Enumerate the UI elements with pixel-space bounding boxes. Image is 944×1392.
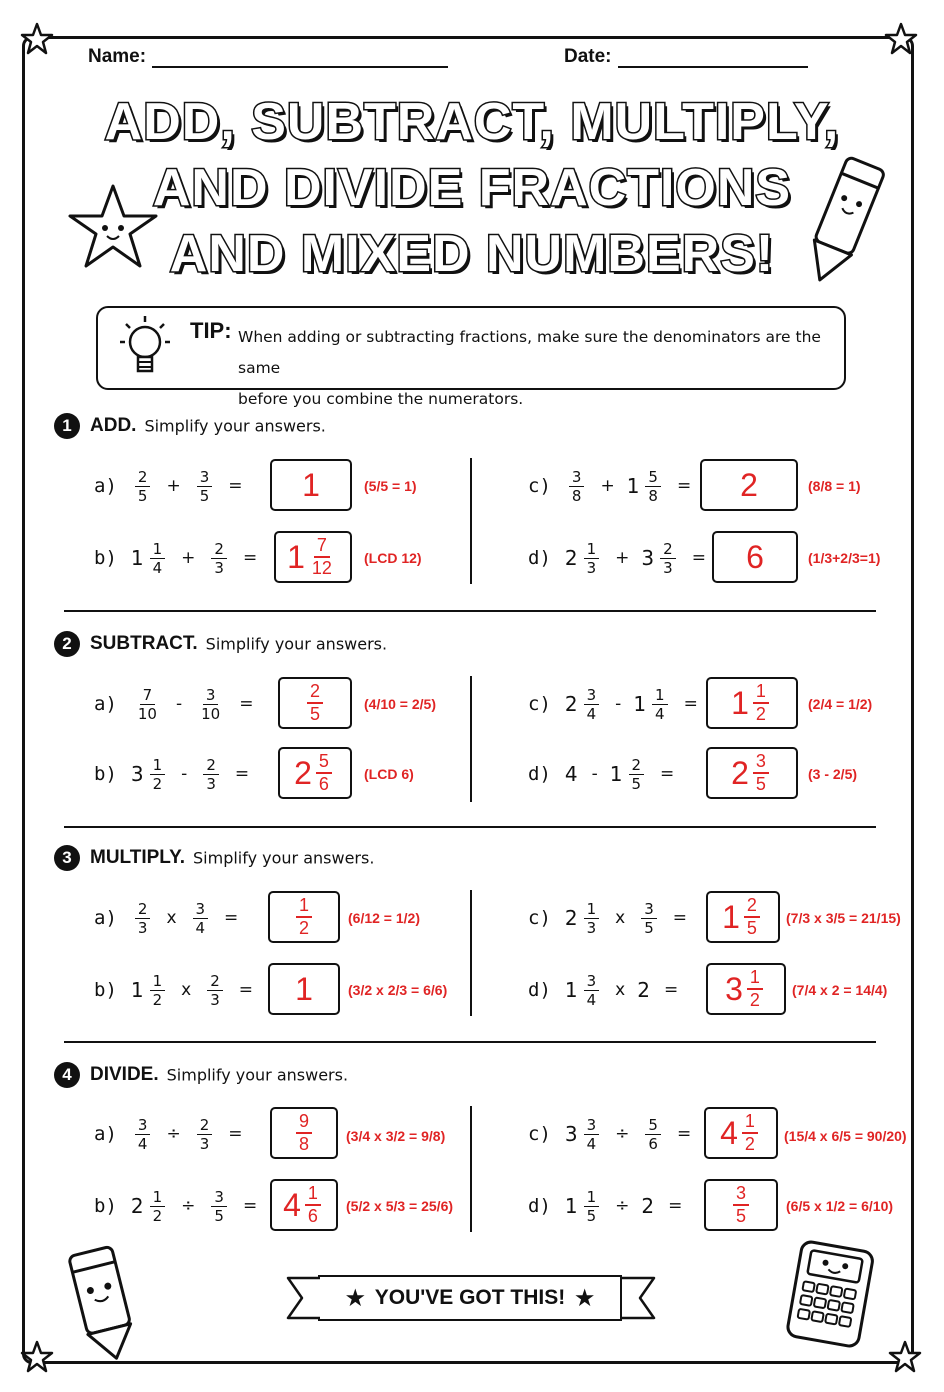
answer-note: (3/2 x 2/3 = 6/6) (348, 982, 448, 998)
fraction (207, 972, 223, 1009)
problem-label: d) (528, 763, 551, 785)
answer-box[interactable] (706, 963, 786, 1015)
fraction (203, 756, 219, 793)
numerator: 1 (150, 756, 166, 775)
pencil-icon (52, 1240, 152, 1364)
problem-label: c) (528, 1123, 551, 1145)
problem-s1a (94, 456, 254, 516)
section-number: 4 (54, 1062, 80, 1088)
answer-fraction (316, 751, 332, 795)
answer-box[interactable] (270, 459, 352, 511)
fraction (197, 468, 213, 505)
answer-box[interactable] (274, 531, 352, 583)
fraction (150, 756, 166, 793)
denominator: 2 (152, 1206, 163, 1225)
operator: x (615, 980, 626, 1000)
tip-text (238, 322, 848, 415)
operator: - (615, 694, 622, 714)
equals-sign: = (224, 908, 239, 928)
section-number: 2 (54, 631, 80, 657)
denominator: 8 (571, 486, 582, 505)
name-line[interactable] (152, 66, 448, 68)
answer-fraction (296, 1111, 312, 1155)
answer-note: (1/3+2/3=1) (808, 550, 881, 566)
equals-sign: = (228, 1124, 243, 1144)
numerator: 2 (135, 468, 151, 487)
denominator: 5 (631, 774, 642, 793)
answer-fraction (309, 535, 335, 579)
whole-number: 1 (564, 978, 578, 1002)
problem-label: d) (528, 1195, 551, 1217)
numerator: 3 (193, 900, 209, 919)
fraction (135, 468, 151, 505)
column-divider (470, 676, 472, 802)
answer-fraction (307, 681, 323, 725)
answer-box[interactable] (278, 747, 352, 799)
star-icon (884, 22, 918, 56)
denominator: 3 (214, 558, 224, 577)
fraction (211, 1188, 227, 1225)
answer-box[interactable] (706, 747, 798, 799)
denominator: 5 (735, 1206, 746, 1226)
numerator: 1 (652, 686, 668, 705)
answer-box[interactable] (268, 963, 340, 1015)
numerator: 1 (584, 540, 600, 559)
numerator: 3 (584, 1116, 600, 1135)
answer-box[interactable] (704, 1107, 778, 1159)
answer-whole: 3 (725, 970, 743, 1007)
numerator: 3 (641, 900, 657, 919)
numerator: 3 (753, 751, 769, 774)
whole-number: 1 (626, 474, 640, 498)
denominator: 3 (586, 918, 597, 937)
numerator: 2 (307, 681, 323, 704)
denominator: 5 (755, 774, 766, 794)
date-field[interactable] (564, 46, 808, 68)
problem-s2c (528, 674, 710, 734)
fraction (135, 900, 151, 937)
problem-s3a (94, 888, 250, 948)
numerator: 1 (150, 1188, 166, 1207)
answer-box[interactable] (712, 531, 798, 583)
numerator: 3 (197, 468, 213, 487)
problem-s4d (528, 1176, 694, 1236)
problem-s3c (528, 888, 699, 948)
fraction (135, 1116, 151, 1153)
numerator: 1 (150, 972, 166, 991)
fraction (135, 686, 160, 723)
problem-label: a) (94, 1123, 117, 1145)
answer-note: (LCD 6) (364, 766, 414, 782)
encouragement-banner (318, 1275, 622, 1321)
numerator: 1 (296, 895, 312, 918)
problem-s1c (528, 456, 703, 516)
section-number: 1 (54, 413, 80, 439)
equals-sign: = (691, 548, 706, 568)
numerator: 3 (135, 1116, 151, 1135)
numerator: 1 (305, 1183, 321, 1206)
numerator: 1 (584, 1188, 600, 1207)
name-label: Name: (88, 46, 147, 67)
column-divider (470, 458, 472, 584)
whole-number: 1 (609, 762, 623, 786)
denominator: 5 (746, 918, 757, 938)
denominator: 3 (210, 990, 220, 1009)
denominator: 4 (195, 918, 206, 937)
section-multiply-header (54, 845, 374, 871)
answer-note: (5/2 x 5/3 = 25/6) (346, 1198, 454, 1214)
denominator: 5 (586, 1206, 597, 1225)
whole-number: 4 (564, 762, 578, 786)
denominator: 10 (137, 704, 157, 723)
numerator: 9 (296, 1111, 312, 1134)
problem-label: b) (94, 547, 117, 569)
equals-sign: = (238, 980, 254, 1000)
fraction (641, 900, 657, 937)
answer-box[interactable] (706, 891, 780, 943)
answer-note: (5/5 = 1) (364, 478, 417, 494)
answer-whole: 1 (731, 684, 749, 721)
numerator: 2 (629, 756, 645, 775)
fraction (584, 1116, 600, 1153)
section-name: SUBTRACT. (90, 633, 198, 654)
denominator: 8 (648, 486, 658, 505)
answer-whole: 2 (731, 754, 749, 791)
answer-fraction (753, 751, 769, 795)
section-instruction: Simplify your answers. (144, 416, 326, 436)
fraction (211, 540, 227, 577)
equals-sign: = (668, 1196, 683, 1216)
denominator: 2 (152, 774, 163, 793)
answer-box[interactable] (278, 677, 352, 729)
numerator: 2 (660, 540, 676, 559)
tip-line-1: When adding or subtracting fractions, make sure the denominators are the same (238, 328, 821, 377)
answer-note: (6/5 x 1/2 = 6/10) (786, 1198, 894, 1214)
lightbulb-icon (110, 312, 180, 384)
denominator: 4 (137, 1134, 148, 1153)
fraction (193, 900, 209, 937)
answer-fraction (733, 1183, 749, 1227)
problem-s3d (528, 960, 690, 1020)
numerator: 2 (744, 895, 760, 918)
banner-ribbon-left (286, 1272, 322, 1324)
answer-box[interactable] (700, 459, 798, 511)
numerator: 3 (584, 972, 600, 991)
denominator: 12 (311, 558, 332, 578)
fraction (645, 468, 661, 505)
equals-sign: = (660, 764, 675, 784)
section-number: 3 (54, 845, 80, 871)
answer-note: (8/8 = 1) (808, 478, 861, 494)
answer-note: (3/4 x 3/2 = 9/8) (346, 1128, 446, 1144)
operator: + (615, 548, 630, 568)
answer-fraction (296, 895, 312, 939)
star-character-icon (58, 178, 168, 278)
answer-whole: 4 (283, 1186, 301, 1223)
operator: - (181, 764, 188, 784)
section-divider (64, 1041, 876, 1043)
numerator: 3 (733, 1183, 749, 1206)
problem-s1d (528, 528, 718, 588)
star-icon (20, 1340, 54, 1374)
fraction (584, 972, 600, 1009)
answer-fraction (747, 967, 763, 1011)
denominator: 5 (214, 1206, 224, 1225)
denominator: 2 (744, 1134, 755, 1154)
section-name: MULTIPLY. (90, 847, 186, 868)
banner-ribbon-right (620, 1272, 656, 1324)
operator: ÷ (181, 1196, 196, 1216)
answer-value: 6 (746, 538, 764, 575)
numerator: 1 (742, 1111, 758, 1134)
numerator: 5 (645, 468, 661, 487)
equals-sign: = (672, 908, 688, 928)
whole-number: 2 (130, 1194, 144, 1218)
answer-box[interactable] (270, 1107, 338, 1159)
denominator: 8 (298, 1134, 309, 1154)
whole-number: 1 (130, 978, 144, 1002)
denominator: 6 (318, 774, 329, 794)
answer-fraction (742, 1111, 758, 1155)
date-line[interactable] (618, 66, 808, 68)
answer-box[interactable] (706, 677, 798, 729)
fraction (584, 900, 600, 937)
tip-line-2: before you combine the numerators. (238, 390, 524, 408)
answer-box[interactable] (704, 1179, 778, 1231)
answer-whole: 1 (287, 538, 305, 575)
answer-note: (7/4 x 2 = 14/4) (792, 982, 888, 998)
denominator: 2 (298, 918, 309, 938)
problem-s1b (94, 528, 269, 588)
banner-text: YOU'VE GOT THIS! (374, 1286, 566, 1309)
denominator: 4 (152, 558, 163, 577)
answer-value: 2 (740, 466, 758, 503)
equals-sign: = (234, 764, 250, 784)
answer-fraction (305, 1183, 321, 1227)
numerator: 1 (584, 900, 600, 919)
title-line-2: AND DIVIDE FRACTIONS (152, 159, 792, 217)
pencil-icon (796, 140, 896, 290)
denominator: 3 (199, 1134, 210, 1153)
answer-whole: 4 (720, 1114, 738, 1151)
numerator: 2 (197, 1116, 213, 1135)
problem-label: c) (528, 907, 551, 929)
denominator: 5 (644, 918, 654, 937)
denominator: 5 (309, 704, 320, 724)
whole-number: 2 (564, 906, 578, 930)
equals-sign: = (239, 694, 254, 714)
fraction (645, 1116, 661, 1153)
whole-number: 2 (641, 1194, 655, 1218)
operator: ÷ (615, 1124, 630, 1144)
section-instruction: Simplify your answers. (166, 1065, 349, 1085)
denominator: 4 (586, 1134, 597, 1153)
fraction (569, 468, 585, 505)
whole-number: 1 (633, 692, 647, 716)
problem-s4b (94, 1176, 269, 1236)
problem-label: d) (528, 979, 551, 1001)
equals-sign: = (676, 476, 692, 496)
section-divide-header (54, 1062, 348, 1088)
answer-box[interactable] (268, 891, 340, 943)
operator: ÷ (615, 1196, 630, 1216)
fraction (584, 1188, 600, 1225)
problem-s4c (528, 1104, 703, 1164)
whole-number: 1 (130, 546, 144, 570)
fraction (629, 756, 645, 793)
answer-fraction (753, 681, 769, 725)
section-instruction: Simplify your answers. (193, 848, 375, 868)
numerator: 2 (211, 540, 227, 559)
section-subtract-header (54, 631, 387, 657)
denominator: 4 (655, 704, 665, 723)
star-icon: ★ (575, 1286, 595, 1310)
problem-label: b) (94, 1195, 117, 1217)
fraction (584, 540, 600, 577)
problem-s2d (528, 744, 686, 804)
equals-sign: = (683, 694, 698, 714)
denominator: 4 (586, 990, 597, 1009)
numerator: 5 (645, 1116, 661, 1135)
denominator: 2 (755, 704, 766, 724)
problem-s3b (94, 960, 265, 1020)
fraction (584, 686, 600, 723)
denominator: 4 (586, 704, 597, 723)
operator: + (600, 476, 615, 496)
answer-note: (4/10 = 2/5) (364, 696, 436, 712)
numerator: 1 (747, 967, 763, 990)
problem-label: c) (528, 475, 551, 497)
answer-note: (15/4 x 6/5 = 90/20) (784, 1128, 907, 1144)
numerator: 1 (753, 681, 769, 704)
answer-note: (2/4 = 1/2) (808, 696, 873, 712)
answer-fraction (744, 895, 760, 939)
denominator: 2 (749, 990, 760, 1010)
whole-number: 3 (641, 546, 655, 570)
section-add-header (54, 413, 326, 439)
problem-s2b (94, 744, 261, 804)
numerator: 2 (135, 900, 151, 919)
tip-label: TIP: (190, 318, 232, 343)
star-icon (888, 1340, 922, 1374)
equals-sign: = (228, 476, 243, 496)
problem-s2a (94, 674, 265, 734)
operator: + (181, 548, 196, 568)
column-divider (470, 1106, 472, 1232)
denominator: 6 (307, 1206, 318, 1226)
answer-whole: 1 (722, 898, 740, 935)
whole-number: 1 (564, 1194, 578, 1218)
answer-value: 1 (302, 466, 320, 503)
numerator: 1 (150, 540, 166, 559)
answer-note: (6/12 = 1/2) (348, 910, 420, 926)
section-divider (64, 610, 876, 612)
section-name: ADD. (90, 415, 137, 436)
operator: - (175, 694, 183, 714)
title-line-3: AND MIXED NUMBERS! (169, 225, 775, 283)
problem-s4a (94, 1104, 254, 1164)
calculator-icon (780, 1240, 880, 1350)
answer-note: (3 - 2/5) (808, 766, 858, 782)
denominator: 6 (648, 1134, 658, 1153)
fraction (660, 540, 676, 577)
whole-number: 3 (130, 762, 144, 786)
denominator: 10 (201, 704, 221, 723)
answer-box[interactable] (270, 1179, 338, 1231)
fraction (652, 686, 668, 723)
name-field[interactable] (88, 46, 448, 68)
numerator: 3 (203, 686, 219, 705)
answer-whole: 2 (294, 754, 312, 791)
denominator: 5 (137, 486, 148, 505)
section-divider (64, 826, 876, 828)
fraction (150, 540, 166, 577)
answer-value: 1 (295, 970, 313, 1007)
numerator: 7 (314, 535, 330, 558)
fraction (198, 686, 223, 723)
star-icon (20, 22, 54, 56)
denominator: 3 (663, 558, 673, 577)
operator: x (181, 980, 192, 1000)
operator: ÷ (166, 1124, 181, 1144)
operator: x (166, 908, 177, 928)
date-label: Date: (564, 46, 612, 67)
numerator: 7 (140, 686, 156, 705)
operator: - (591, 764, 598, 784)
denominator: 3 (206, 774, 216, 793)
section-instruction: Simplify your answers. (205, 634, 388, 654)
denominator: 3 (586, 558, 597, 577)
equals-sign: = (663, 980, 679, 1000)
denominator: 2 (152, 990, 163, 1009)
problem-label: b) (94, 979, 117, 1001)
numerator: 3 (584, 686, 600, 705)
whole-number: 2 (564, 692, 578, 716)
operator: + (166, 476, 181, 496)
denominator: 3 (137, 918, 148, 937)
fraction (197, 1116, 213, 1153)
fraction (150, 972, 166, 1009)
operator: x (615, 908, 626, 928)
numerator: 2 (203, 756, 219, 775)
numerator: 3 (211, 1188, 227, 1207)
numerator: 3 (569, 468, 585, 487)
equals-sign: = (242, 1196, 258, 1216)
equals-sign: = (242, 548, 258, 568)
denominator: 5 (199, 486, 210, 505)
problem-label: a) (94, 907, 117, 929)
star-icon: ★ (345, 1286, 365, 1310)
answer-note: (LCD 12) (364, 550, 422, 566)
answer-note: (7/3 x 3/5 = 21/15) (786, 910, 901, 926)
fraction (150, 1188, 166, 1225)
numerator: 2 (207, 972, 223, 991)
column-divider (470, 890, 472, 1016)
numerator: 5 (316, 751, 332, 774)
problem-label: a) (94, 475, 117, 497)
problem-label: d) (528, 547, 551, 569)
equals-sign: = (676, 1124, 692, 1144)
whole-number: 2 (637, 978, 650, 1002)
section-name: DIVIDE. (90, 1064, 159, 1085)
whole-number: 2 (564, 546, 578, 570)
problem-label: b) (94, 763, 117, 785)
title-line-1: ADD, SUBTRACT, MULTIPLY, (104, 93, 840, 151)
problem-label: c) (528, 693, 551, 715)
whole-number: 3 (564, 1122, 578, 1146)
problem-label: a) (94, 693, 117, 715)
